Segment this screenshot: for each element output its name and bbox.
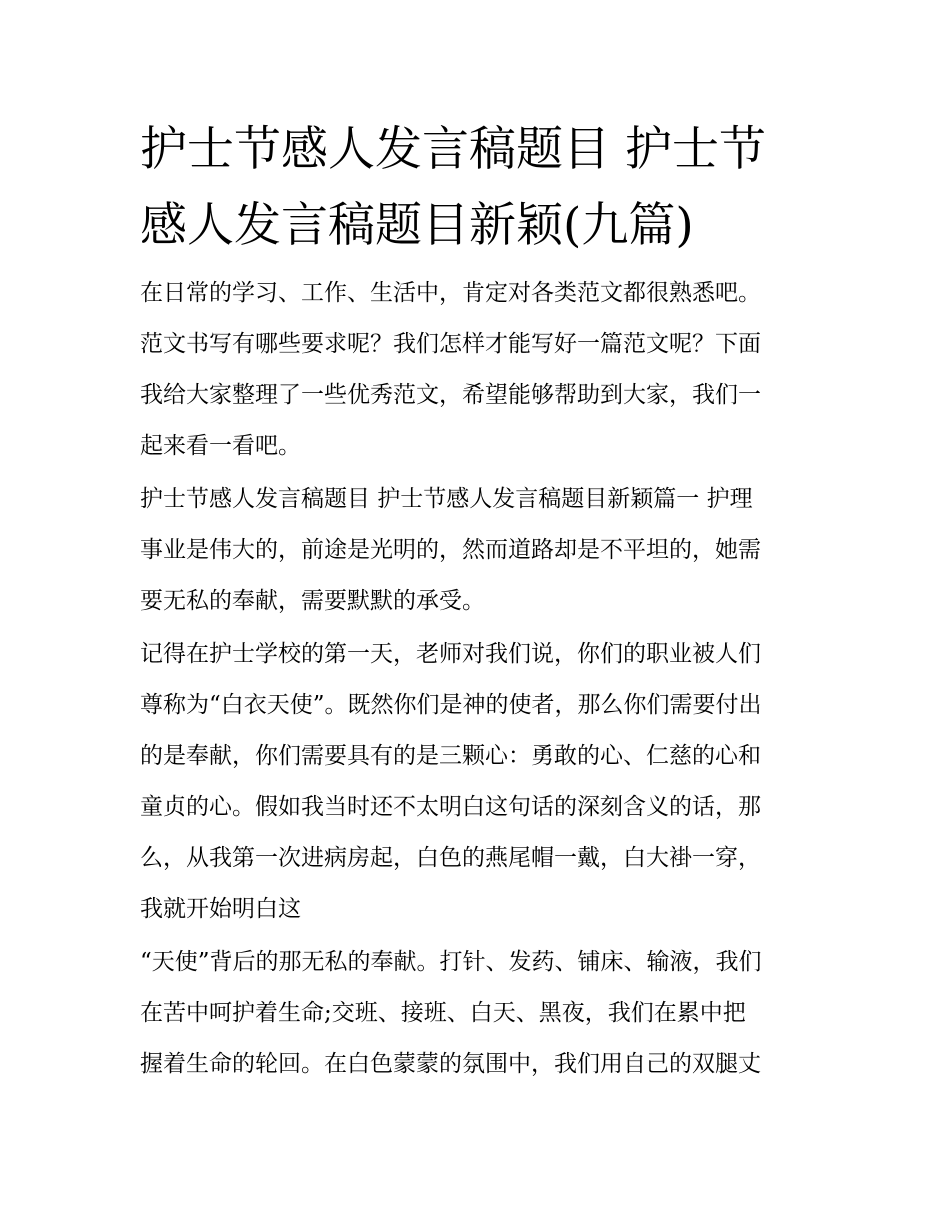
text-line: 起来看一看吧。 bbox=[140, 433, 301, 459]
title-line: 护士节感人发言稿题目 护士节 bbox=[140, 122, 766, 177]
text-line: 护士节感人发言稿题目 护士节感人发言稿题目新颖篇一 护理 bbox=[140, 486, 753, 512]
text-line: 范文书写有哪些要求呢？我们怎样才能写好一篇范文呢？下面 bbox=[140, 331, 761, 357]
text-line: 尊称为“白衣天使”。既然你们是神的使者，那么你们需要付出 bbox=[140, 692, 762, 718]
paragraph-first-day bbox=[140, 629, 816, 935]
title-line: 感人发言稿题目新颖(九篇) bbox=[140, 198, 694, 253]
document-title bbox=[140, 112, 816, 264]
text-line: 在苦中呵护着生命;交班、接班、白天、黑夜，我们在累中把 bbox=[140, 1000, 746, 1026]
text-line: 在日常的学习、工作、生活中，肯定对各类范文都很熟悉吧。 bbox=[140, 280, 761, 306]
text-line: 记得在护士学校的第一天，老师对我们说，你们的职业被人们 bbox=[140, 641, 761, 667]
text-line: “天使”背后的那无私的奉献。打针、发药、铺床、输液，我们 bbox=[140, 949, 762, 975]
text-line: 我就开始明白这 bbox=[140, 896, 301, 922]
document-page bbox=[140, 112, 816, 1092]
text-line: 要无私的奉献，需要默默的承受。 bbox=[140, 588, 485, 614]
paragraph-intro bbox=[140, 268, 816, 472]
text-line: 我给大家整理了一些优秀范文，希望能够帮助到大家，我们一 bbox=[140, 382, 761, 408]
paragraph-section-one bbox=[140, 474, 816, 627]
paragraph-angel-devotion bbox=[140, 937, 816, 1090]
text-line: 事业是伟大的，前途是光明的，然而道路却是不平坦的，她需 bbox=[140, 537, 761, 563]
text-line: 么，从我第一次进病房起，白色的燕尾帽一戴，白大褂一穿， bbox=[140, 845, 761, 871]
text-line: 的是奉献，你们需要具有的是三颗心：勇敢的心、仁慈的心和 bbox=[140, 743, 761, 769]
text-line: 握着生命的轮回。在白色蒙蒙的氛围中，我们用自己的双腿丈 bbox=[140, 1051, 761, 1077]
text-line: 童贞的心。假如我当时还不太明白这句话的深刻含义的话，那 bbox=[140, 794, 761, 820]
